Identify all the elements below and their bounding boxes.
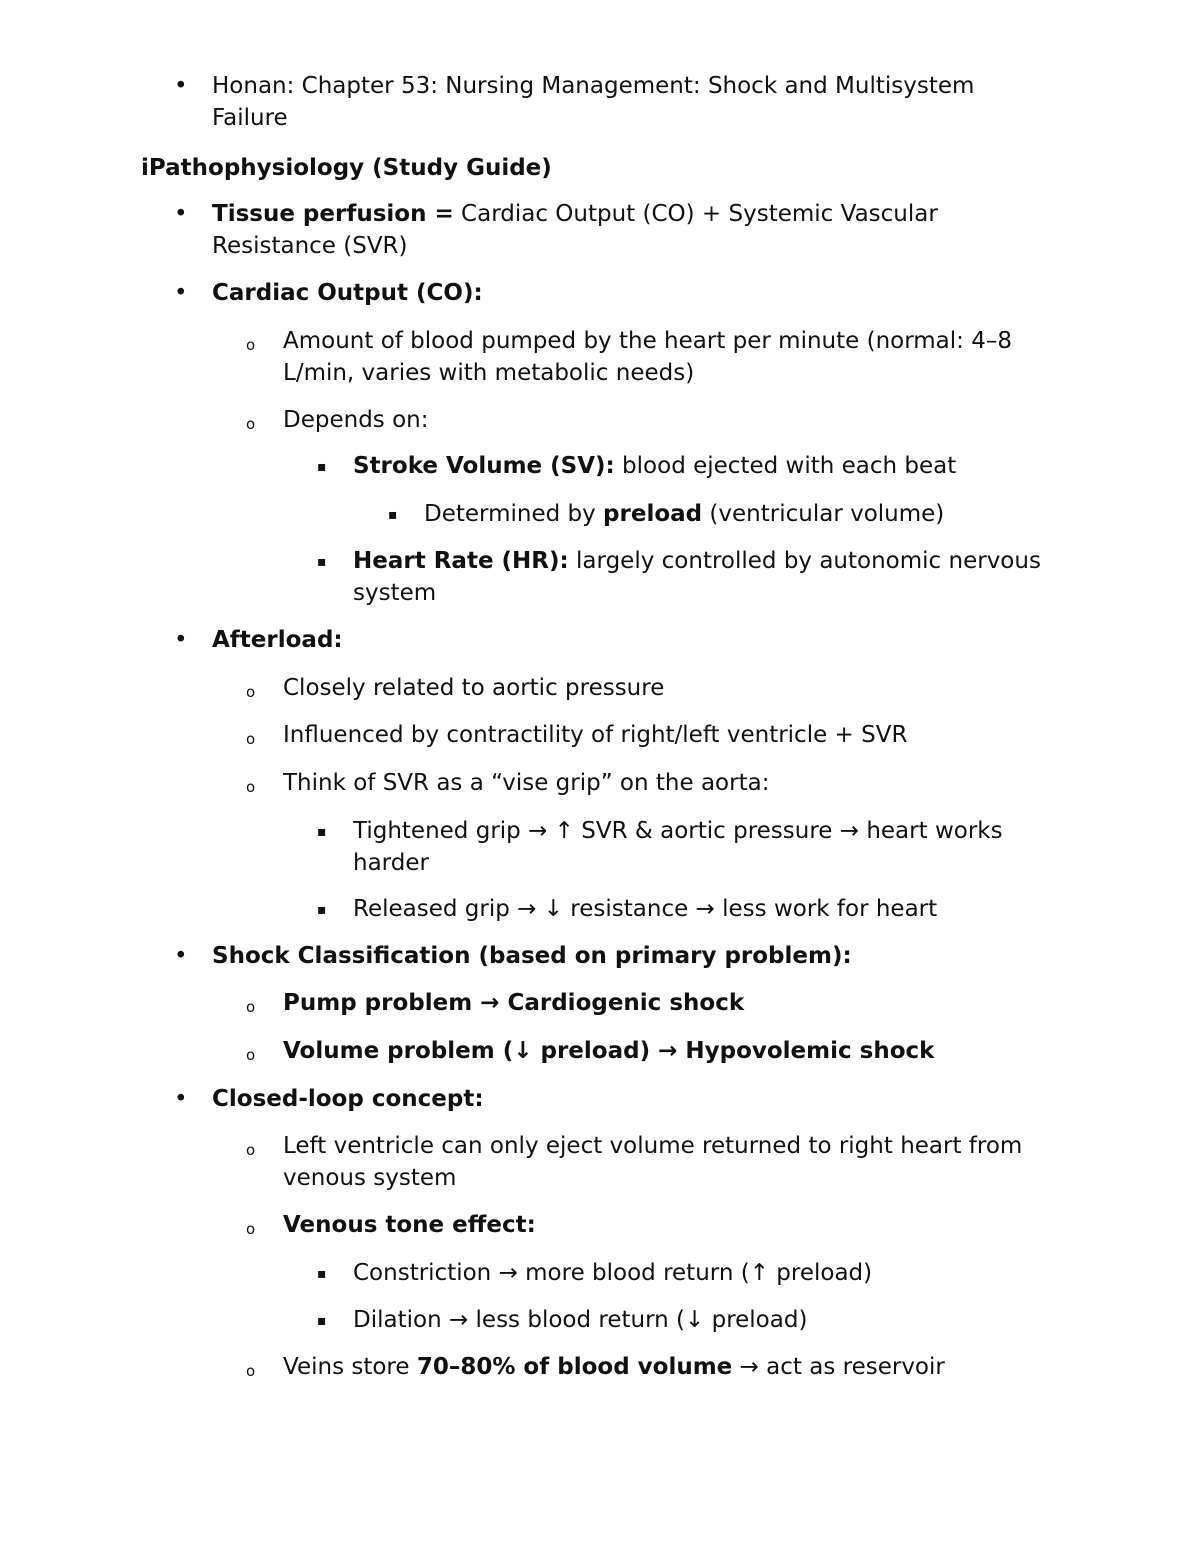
text-run: Honan: Chapter 53: Nursing Management: Shock and Multisystem [212,73,975,99]
bold-term: Cardiac Output (CO): [212,280,483,306]
bold-term: Heart Rate (HR): [353,548,569,574]
list-item-text [212,230,408,262]
bold-term: Venous tone effect: [283,1212,536,1238]
list-item-text [283,404,428,436]
list-item-text [353,815,1003,847]
text-run: system [353,580,437,606]
bullet-icon: • [174,627,188,653]
list-item-text [283,1130,1022,1162]
text-run: L/min, varies with metabolic needs) [283,360,695,386]
text-run: Dilation → less blood return (↓ preload) [353,1307,808,1333]
bullet-icon: • [174,1086,188,1112]
text-run: Cardiac Output (CO) + Systemic Vascular [453,201,938,227]
circle-bullet-icon: o [246,1362,256,1380]
list-item-text [283,1209,536,1241]
list-item-text [283,1035,934,1067]
circle-bullet-icon: o [246,336,256,354]
square-bullet-icon: ▪ [317,459,327,475]
list-item-text [353,577,436,609]
bullet-icon: • [174,943,188,969]
section-heading: iPathophysiology (Study Guide) [141,155,552,181]
list-item-text [212,102,288,134]
text-run: Depends on: [283,407,429,433]
list-item-text [353,1257,872,1289]
text-run: Tightened grip → ↑ SVR & aortic pressure → heart works [353,818,1003,844]
circle-bullet-icon: o [246,1141,256,1159]
circle-bullet-icon: o [246,415,256,433]
list-item-text [353,893,937,925]
square-bullet-icon: ▪ [388,507,398,523]
list-item-text [212,198,938,230]
text-run: Released grip → ↓ resistance → less work for heart [353,896,938,922]
list-item-text [212,70,974,102]
text-run: blood ejected with each beat [614,453,957,479]
circle-bullet-icon: o [246,778,256,796]
list-item-text [353,545,1041,577]
list-item-text [283,1162,456,1194]
text-run: Constriction → more blood return (↑ preload) [353,1260,873,1286]
text-run: Closely related to aortic pressure [283,675,665,701]
text-run: Think of SVR as a “vise grip” on the aorta: [283,770,770,796]
list-item-text [353,847,429,879]
text-run: Failure [212,105,288,131]
list-item-text [424,498,944,530]
bold-term: Afterload: [212,627,343,653]
text-run: venous system [283,1165,457,1191]
square-bullet-icon: ▪ [317,902,327,918]
text-run: largely controlled by autonomic nervous [568,548,1041,574]
text-run: Determined by [424,501,604,527]
list-item-text [283,767,769,799]
bold-term: Closed-loop concept: [212,1086,484,1112]
text-run: Influenced by contractility of right/left ventricle + SVR [283,722,908,748]
bold-term: Shock Classification (based on primary problem): [212,943,852,969]
square-bullet-icon: ▪ [317,824,327,840]
circle-bullet-icon: o [246,1046,256,1064]
text-run: Amount of blood pumped by the heart per minute (normal: 4–8 [283,328,1012,354]
list-item-text [283,987,744,1019]
square-bullet-icon: ▪ [317,1313,327,1329]
circle-bullet-icon: o [246,998,256,1016]
list-item-text [283,719,907,751]
bold-term: Stroke Volume (SV): [353,453,615,479]
list-item-text [353,1304,807,1336]
list-item-text [283,672,664,704]
list-item-text [212,277,483,309]
square-bullet-icon: ▪ [317,554,327,570]
bullet-icon: • [174,280,188,306]
text-run: → act as reservoir [732,1354,945,1380]
bullet-icon: • [174,201,188,227]
list-item-text [212,940,852,972]
bold-term: Pump problem → Cardiogenic shock [283,990,745,1016]
list-item-text [212,624,343,656]
bold-term: preload [603,501,703,527]
bullet-icon: • [174,73,188,99]
list-item-text [283,357,694,389]
circle-bullet-icon: o [246,683,256,701]
square-bullet-icon: ▪ [317,1266,327,1282]
list-item-text [212,1083,484,1115]
text-run: Resistance (SVR) [212,233,408,259]
text-run: harder [353,850,429,876]
text-run: (ventricular volume) [702,501,945,527]
bold-term: 70–80% of blood volume [416,1354,733,1380]
circle-bullet-icon: o [246,730,256,748]
bold-term: Volume problem (↓ preload) → Hypovolemic shock [283,1038,935,1064]
list-item-text [353,450,956,482]
list-item-text [283,325,1012,357]
text-run: Veins store [283,1354,417,1380]
bold-term: Tissue perfusion = [212,201,454,227]
circle-bullet-icon: o [246,1220,256,1238]
list-item-text [283,1351,945,1383]
text-run: Left ventricle can only eject volume returned to right heart from [283,1133,1023,1159]
